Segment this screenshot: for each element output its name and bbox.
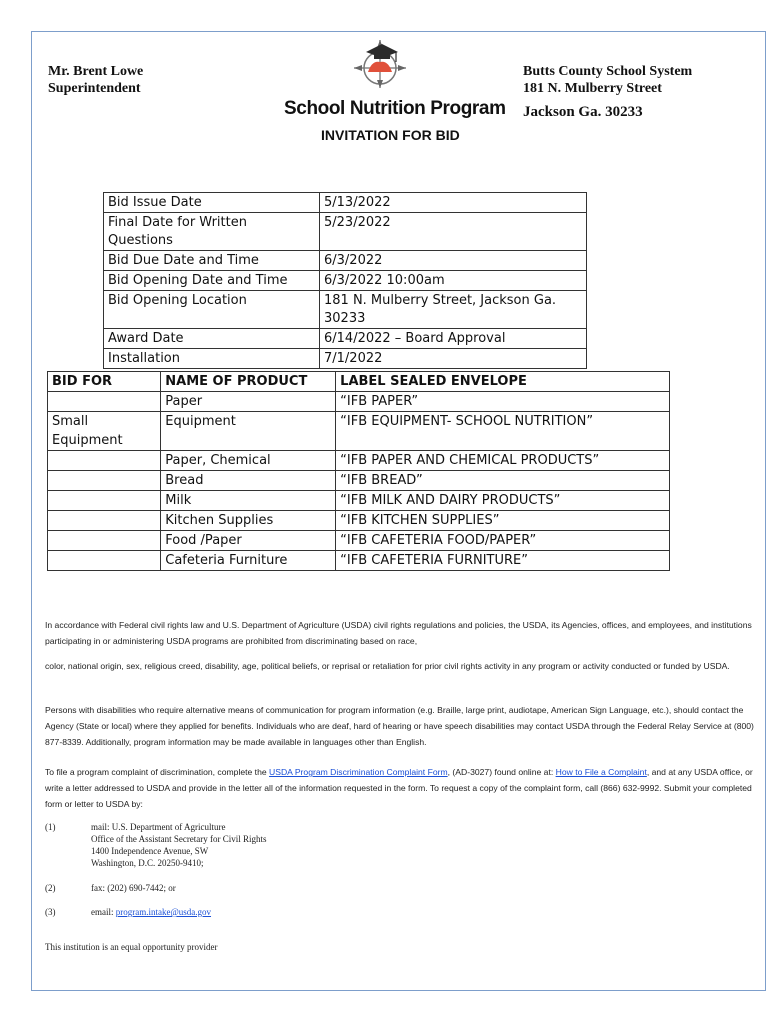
envelope-label-cell: “IFB EQUIPMENT- SCHOOL NUTRITION” — [336, 412, 670, 451]
product-cell: Bread — [161, 471, 336, 491]
schedule-label: Installation — [104, 349, 320, 369]
fax-contact — [45, 882, 445, 896]
complaint-text: , and at any USDA office, or write a letter addressed to USDA and provide in the letter all of the information requested in the form. To request a copy of the complaint form, call (866) 632-9992. Submit your completed form or letter to USDA by: — [45, 767, 753, 809]
table-header-row — [48, 372, 670, 392]
school-city: Jackson Ga. 30233 — [523, 104, 643, 120]
schedule-label: Bid Opening Date and Time — [104, 271, 320, 291]
school-address-block — [523, 63, 692, 121]
civil-rights-paragraph: In accordance with Federal civil rights law and U.S. Department of Agriculture (USDA) civil rights regulations and policies, the USDA, its Agencies, offices, and employees, and institutions participating in or administering USDA programs are prohibited from discriminating based on race, — [45, 620, 752, 646]
schedule-value: 6/14/2022 – Board Approval — [320, 329, 587, 349]
mail-line: mail: U.S. Department of Agriculture — [91, 822, 226, 832]
table-row — [48, 551, 670, 571]
table-row — [104, 271, 587, 291]
schedule-value: 6/3/2022 10:00am — [320, 271, 587, 291]
schedule-label: Award Date — [104, 329, 320, 349]
envelope-label-cell: “IFB PAPER” — [336, 392, 670, 412]
schedule-label: Final Date for Written Questions — [104, 213, 320, 251]
table-row — [104, 329, 587, 349]
civil-rights-paragraph-continued: color, national origin, sex, religious creed, disability, age, political beliefs, or reprisal or retaliation for prior civil rights activity in any program or activity conducted or funded by USDA. — [45, 661, 730, 671]
schedule-value: 5/23/2022 — [320, 213, 587, 251]
email-label: email: — [91, 907, 116, 917]
page-subtitle: INVITATION FOR BID — [321, 127, 460, 143]
envelope-label-cell: “IFB BREAD” — [336, 471, 670, 491]
schedule-value: 5/13/2022 — [320, 193, 587, 213]
bid-for-cell — [48, 491, 161, 511]
column-header-product: NAME OF PRODUCT — [161, 372, 336, 392]
table-row — [48, 531, 670, 551]
envelope-label-cell: “IFB PAPER AND CHEMICAL PRODUCTS” — [336, 451, 670, 471]
schedule-label: Bid Issue Date — [104, 193, 320, 213]
schedule-value: 6/3/2022 — [320, 251, 587, 271]
mail-number: (1) — [45, 822, 56, 832]
page-title: School Nutrition Program — [284, 98, 506, 119]
document-page — [31, 31, 766, 991]
table-row — [48, 392, 670, 412]
table-row — [104, 291, 587, 329]
table-row — [104, 213, 587, 251]
product-cell: Equipment — [161, 412, 336, 451]
superintendent-block — [48, 63, 143, 97]
column-header-label: LABEL SEALED ENVELOPE — [336, 372, 670, 392]
fax-number-label: (2) — [45, 883, 56, 893]
envelope-label-cell: “IFB CAFETERIA FURNITURE” — [336, 551, 670, 571]
graduation-cap-globe-icon — [352, 38, 408, 90]
mail-line: Office of the Assistant Secretary for Civil Rights — [91, 834, 267, 844]
table-row — [48, 511, 670, 531]
product-cell: Paper — [161, 392, 336, 412]
bid-for-cell — [48, 551, 161, 571]
envelope-label-cell: “IFB KITCHEN SUPPLIES” — [336, 511, 670, 531]
schedule-value: 7/1/2022 — [320, 349, 587, 369]
product-cell: Cafeteria Furniture — [161, 551, 336, 571]
fax-number: fax: (202) 690-7442; or — [91, 883, 176, 893]
equal-opportunity-statement: This institution is an equal opportunity provider — [45, 942, 218, 952]
product-cell: Kitchen Supplies — [161, 511, 336, 531]
table-row — [104, 251, 587, 271]
bid-for-cell — [48, 392, 161, 412]
mail-contact — [45, 821, 445, 871]
schedule-label: Bid Due Date and Time — [104, 251, 320, 271]
envelope-label-cell: “IFB CAFETERIA FOOD/PAPER” — [336, 531, 670, 551]
bid-products-table — [47, 371, 670, 571]
disability-paragraph: Persons with disabilities who require alternative means of communication for program information (e.g. Braille, large print, audiotape, American Sign Language, etc.), should contact the Agency (State or local) where they applied for benefits. Individuals who are deaf, hard of hearing or have speech disabilities may contact USDA through the Federal Relay Service at (800) 877-8339. Additionally, program information may be made available in languages other than English. — [45, 705, 754, 747]
email-line — [91, 906, 211, 918]
bid-for-cell — [48, 511, 161, 531]
product-cell: Food /Paper — [161, 531, 336, 551]
bid-schedule-table — [103, 192, 587, 369]
superintendent-name: Mr. Brent Lowe — [48, 64, 144, 79]
superintendent-title: Superintendent — [48, 81, 141, 96]
column-header-bid-for: BID FOR — [48, 372, 161, 392]
schedule-value: 181 N. Mulberry Street, Jackson Ga. 30233 — [320, 291, 587, 329]
school-name: Butts County School System — [523, 64, 693, 79]
complaint-paragraph — [45, 764, 755, 812]
email-link[interactable]: program.intake@usda.gov — [115, 907, 212, 917]
table-row — [104, 349, 587, 369]
email-contact — [45, 906, 445, 920]
table-row — [104, 193, 587, 213]
product-cell: Milk — [161, 491, 336, 511]
product-cell: Paper, Chemical — [161, 451, 336, 471]
mail-line: 1400 Independence Avenue, SW — [91, 846, 209, 856]
email-number-label: (3) — [45, 907, 56, 917]
school-street: 181 N. Mulberry Street — [523, 81, 662, 96]
schedule-label: Bid Opening Location — [104, 291, 320, 329]
bid-for-cell — [48, 531, 161, 551]
table-row — [48, 412, 670, 451]
bid-for-cell — [48, 471, 161, 491]
complaint-form-link[interactable]: USDA Program Discrimination Complaint Form — [269, 767, 448, 777]
bid-for-cell: Small Equipment — [48, 412, 161, 451]
envelope-label-cell: “IFB MILK AND DAIRY PRODUCTS” — [336, 491, 670, 511]
how-to-file-link[interactable]: How to File a Complaint — [555, 767, 647, 777]
complaint-text: To file a program complaint of discrimination, complete the — [45, 767, 270, 777]
mail-address — [91, 821, 267, 869]
table-row — [48, 491, 670, 511]
table-row — [48, 451, 670, 471]
complaint-text: , (AD-3027) found online at: — [447, 767, 556, 777]
mail-line: Washington, D.C. 20250-9410; — [91, 858, 204, 868]
table-row — [48, 471, 670, 491]
bid-for-cell — [48, 451, 161, 471]
